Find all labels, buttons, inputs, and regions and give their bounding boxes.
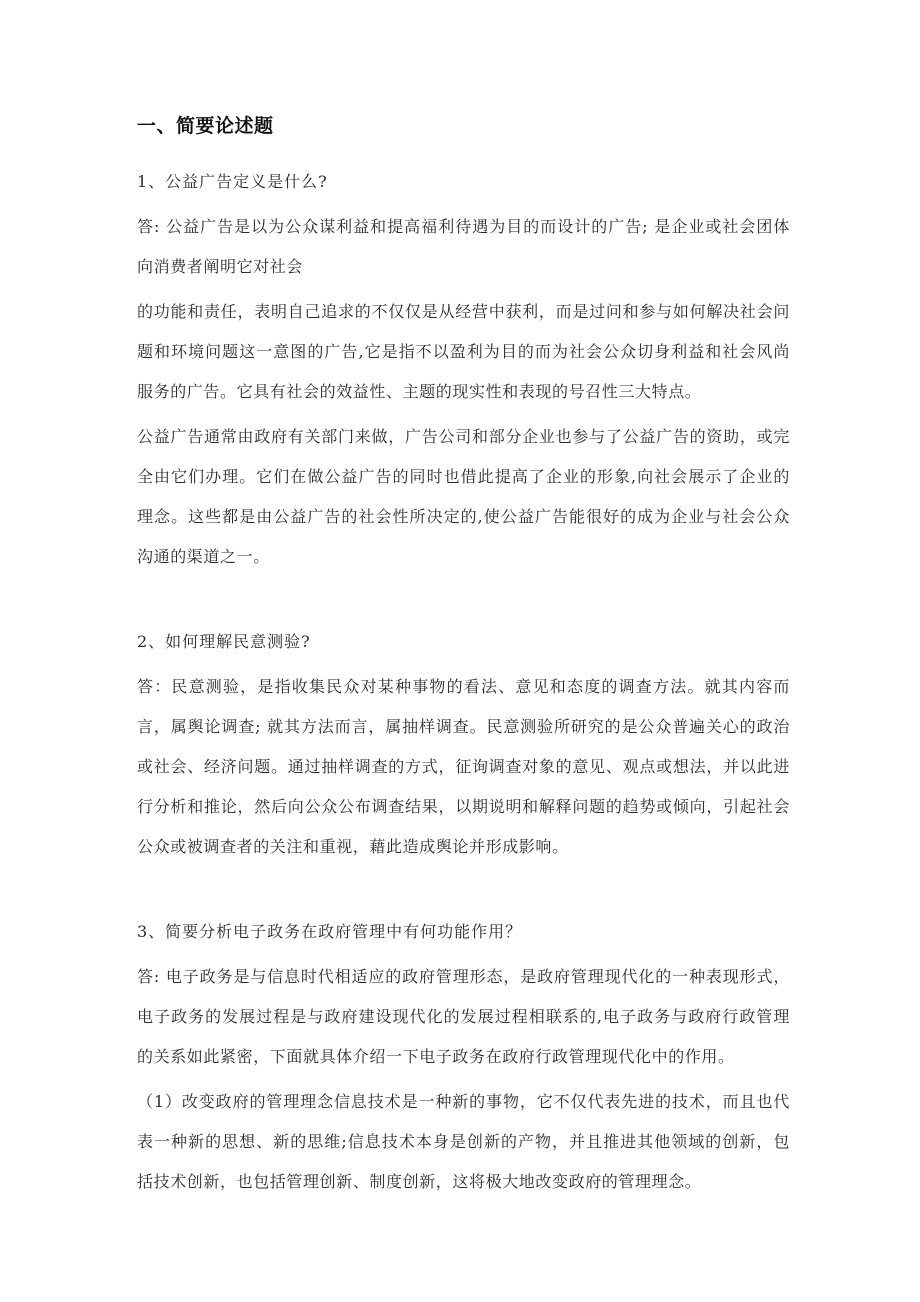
answer-2-paragraph-1: 答：民意测验，是指收集民众对某种事物的看法、意见和态度的调查方法。就其内容而言，属舆论调查; 就其方法而言，属抽样调查。民意测验所研究的是公众普遍关心的政治或社会、经济问题。通过抽样调查的方式，征询调查对象的意见、观点或想法，并以此进行分析和推论，然后向公众公布调查结果，以期说明和解释问题的趋势或倾向，引起社会公众或被调查者的关注和重视，藉此造成舆论并形成影响。 (137, 677, 790, 856)
section-heading: 一、简要论述题 (137, 115, 274, 137)
answer-3-paragraph-1: 答: 电子政务是与信息时代相适应的政府管理形态，是政府管理现代化的一种表现形式，电子政务的发展过程是与政府建设现代化的发展过程相联系的,电子政务与政府行政管理的关系如此紧密，下面就具体介绍一下电子政务在政府行政管理现代化中的作用。 (137, 967, 790, 1066)
blank-line (137, 872, 790, 912)
answer-1-paragraph-2: 的功能和责任，表明自己追求的不仅仅是从经营中获利，而是过问和参与如何解决社会问题和环境问题这一意图的广告,它是指不以盈利为目的而为社会公众切身利益和社会风尚服务的广告。它具有社会的效益性、主题的现实性和表现的号召性三大特点。 (137, 302, 790, 401)
answer-3-paragraph-2: （1）改变政府的管理理念信息技术是一种新的事物，它不仅代表先进的技术，而且也代表一种新的思想、新的思维;信息技术本身是创新的产物，并且推进其他领域的创新，包括技术创新，也包括管理创新、制度创新，这将极大地改变政府的管理理念。 (137, 1092, 790, 1191)
answer-1-paragraph-3: 公益广告通常由政府有关部门来做，广告公司和部分企业也参与了公益广告的资助，或完全由它们办理。它们在做公益广告的同时也借此提高了企业的形象,向社会展示了企业的理念。这些都是由公益广告的社会性所决定的,使公益广告能很好的成为企业与社会公众沟通的渠道之一。 (137, 427, 790, 566)
question-2: 2、如何理解民意测验? (137, 632, 311, 651)
blank-line (137, 582, 790, 622)
answer-1-paragraph-1: 答: 公益广告是以为公众谋利益和提高福利待遇为目的而设计的广告; 是企业或社会团体向消费者阐明它对社会 (137, 217, 790, 276)
question-3: 3、简要分析电子政务在政府管理中有何功能作用？ (137, 922, 523, 941)
question-1: 1、公益广告定义是什么? (137, 172, 328, 191)
